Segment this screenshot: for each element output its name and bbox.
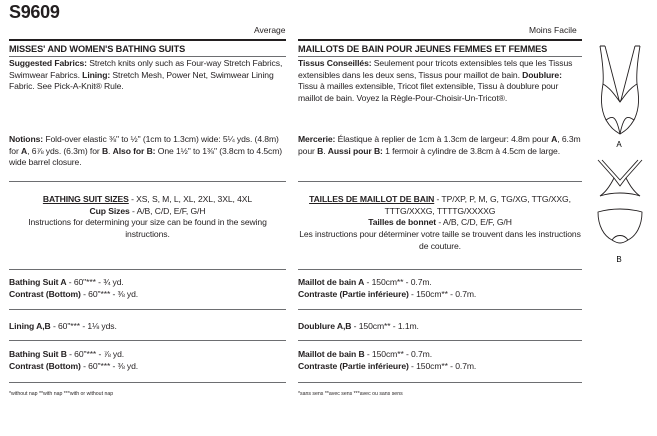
yardage-lining-fr: Doublure A,B - 150cm** - 1.1m. bbox=[298, 321, 419, 331]
swimsuit-b-bottom-sketch bbox=[598, 209, 642, 243]
sizes-fr: TAILLES DE MAILLOT DE BAIN - TP/XP, P, M, G, TG/XG, TTG/XXG, TTTG/XXXG, TTTTG/XXXXG Tailles de bonnet - A/B, C/D, E/F, G/H Les instructions pour déterminer votre taille se trouvent dans les instructions de couture. bbox=[299, 194, 581, 251]
section-title-en: MISSES' AND WOMEN'S BATHING SUITS bbox=[9, 44, 186, 54]
figure-label-a: A bbox=[616, 140, 622, 149]
yardage-lining-en: Lining A,B - 60"*** - 1⅛ yds. bbox=[9, 321, 117, 331]
fabrics-en: Suggested Fabrics: Stretch knits only such as Four-way Stretch Fabrics, Swimwear Fabrics. Lining: Stretch Mesh, Power Net, Swimwear Lining Fabric. See Pick-A-Knit® Rule. bbox=[9, 58, 283, 92]
divider bbox=[298, 340, 582, 341]
garment-sketches bbox=[592, 40, 652, 270]
footnote-en: *without nap **with nap ***with or without nap bbox=[9, 391, 114, 397]
divider bbox=[298, 181, 582, 182]
section-title-fr: MAILLOTS DE BAIN POUR JEUNES FEMMES ET FEMMES bbox=[298, 44, 548, 54]
figure-label-b: B bbox=[616, 255, 622, 264]
divider bbox=[298, 39, 582, 41]
yardage-suit-b-fr: Maillot de bain B - 150cm** - 0.7m. Contraste (Partie inférieure) - 150cm** - 0.7m. bbox=[298, 349, 477, 371]
divider bbox=[298, 56, 582, 57]
footnote-fr: *sans sens **avec sens ***avec ou sans sens bbox=[298, 391, 403, 397]
divider bbox=[298, 382, 582, 383]
yardage-suit-a-fr: Maillot de bain A - 150cm** - 0.7m. Contraste (Partie inférieure) - 150cm** - 0.7m. bbox=[298, 277, 477, 299]
difficulty-level-fr: Moins Facile bbox=[529, 25, 577, 35]
divider bbox=[9, 56, 286, 57]
divider bbox=[9, 340, 286, 341]
swimsuit-b-top-sketch bbox=[598, 160, 642, 196]
yardage-suit-a-en: Bathing Suit A - 60"*** - ¾ yd. Contrast (Bottom) - 60"*** - ⅜ yd. bbox=[9, 277, 139, 299]
divider bbox=[298, 309, 582, 310]
difficulty-level-en: Average bbox=[254, 25, 286, 35]
notions-fr: Mercerie: Élastique à replier de 1cm à 1.3cm de largeur: 4.8m pour A, 6.3m pour B. Aussi pour B: 1 fermoir à cylindre de 3.8cm à 4.5cm de large. bbox=[298, 134, 581, 156]
yardage-suit-b-en: Bathing Suit B - 60"*** - ⅞ yd. Contrast (Bottom) - 60"*** - ⅜ yd. bbox=[9, 349, 139, 371]
sizes-en: BATHING SUIT SIZES - XS, S, M, L, XL, 2XL, 3XL, 4XL Cup Sizes - A/B, C/D, E/F, G/H Instructions for determining your size can be found in the sewing instructions. bbox=[28, 194, 267, 240]
divider bbox=[9, 382, 286, 383]
fabrics-fr: Tissus Conseillés: Seulement pour tricots extensibles tels que les Tissus extensibles dans les deux sens, Tissus pour maillot de bain. Doublure: Tissu à mailles extensible, Tricot filet extensible, Tissu à doublure pour maillot de bain. Voyez la Règle-Pour-Choisir-Un-Tricot®. bbox=[298, 58, 573, 104]
swimsuit-a-sketch bbox=[600, 46, 640, 134]
divider bbox=[9, 181, 286, 182]
divider bbox=[9, 269, 286, 270]
divider bbox=[9, 39, 286, 41]
divider bbox=[9, 309, 286, 310]
notions-en: Notions: Fold-over elastic ⅜" to ½" (1cm to 1.3cm) wide: 5¼ yds. (4.8m) for A, 6⅞ yds. (6.3m) for B. Also for B: One 1½" to 1⅜" (3.8cm to 4.5cm) wide barrel closure. bbox=[9, 134, 283, 168]
pattern-number: S9609 bbox=[9, 2, 60, 22]
divider bbox=[298, 269, 582, 270]
